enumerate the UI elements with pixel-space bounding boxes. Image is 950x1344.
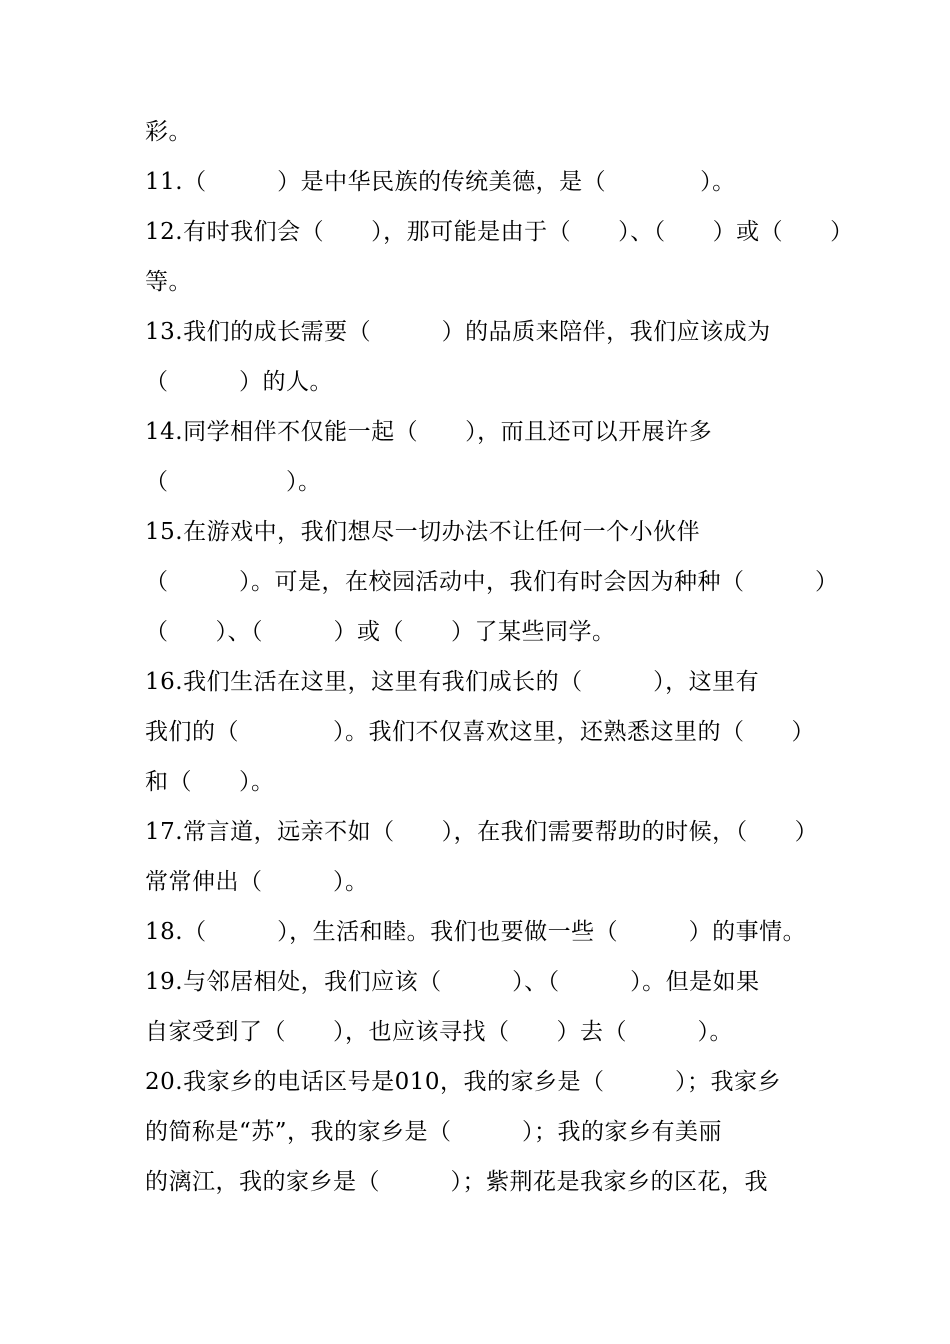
- question-11: 11.（ ）是中华民族的传统美德，是（ ）。: [145, 169, 736, 195]
- text-line: 我们的（ ）。我们不仅喜欢这里，还熟悉这里的（ ）: [145, 719, 815, 745]
- text-line: 彩。: [145, 119, 192, 145]
- question-15: 15.在游戏中，我们想尽一切办法不让任何一个小伙伴: [145, 519, 701, 545]
- text-line: 等。: [145, 269, 192, 295]
- text-line: （ ）。可是，在校园活动中，我们有时会因为种种（ ）: [145, 569, 839, 595]
- question-14: 14.同学相伴不仅能一起（ ），而且还可以开展许多: [145, 419, 713, 445]
- question-16: 16.我们生活在这里，这里有我们成长的（ ），这里有: [145, 669, 760, 695]
- text-line: （ ）的人。: [145, 369, 333, 395]
- text-line: 自家受到了（ ），也应该寻找（ ）去（ ）。: [145, 1019, 733, 1045]
- text-line: （ ）、（ ）或（ ）了某些同学。: [145, 619, 616, 645]
- text-line: （ ）。: [145, 469, 322, 495]
- question-18: 18.（ ），生活和睦。我们也要做一些（ ）的事情。: [145, 919, 807, 945]
- text-line: 和（ ）。: [145, 769, 275, 795]
- text-line: 的漓江，我的家乡是（ ）；紫荆花是我家乡的区花，我: [145, 1169, 768, 1195]
- question-17: 17.常言道，远亲不如（ ），在我们需要帮助的时候，（ ）: [145, 819, 819, 845]
- question-20: 20.我家乡的电话区号是010，我的家乡是（ ）；我家乡: [145, 1069, 781, 1095]
- question-13: 13.我们的成长需要（ ）的品质来陪伴，我们应该成为: [145, 319, 771, 345]
- text-line: 的简称是“苏”，我的家乡是（ ）；我的家乡有美丽: [145, 1119, 723, 1145]
- question-12: 12.有时我们会（ ），那可能是由于（ ）、（ ）或（ ）: [145, 219, 854, 245]
- text-line: 常常伸出（ ）。: [145, 869, 369, 895]
- question-19: 19.与邻居相处，我们应该（ ）、（ ）。但是如果: [145, 969, 760, 995]
